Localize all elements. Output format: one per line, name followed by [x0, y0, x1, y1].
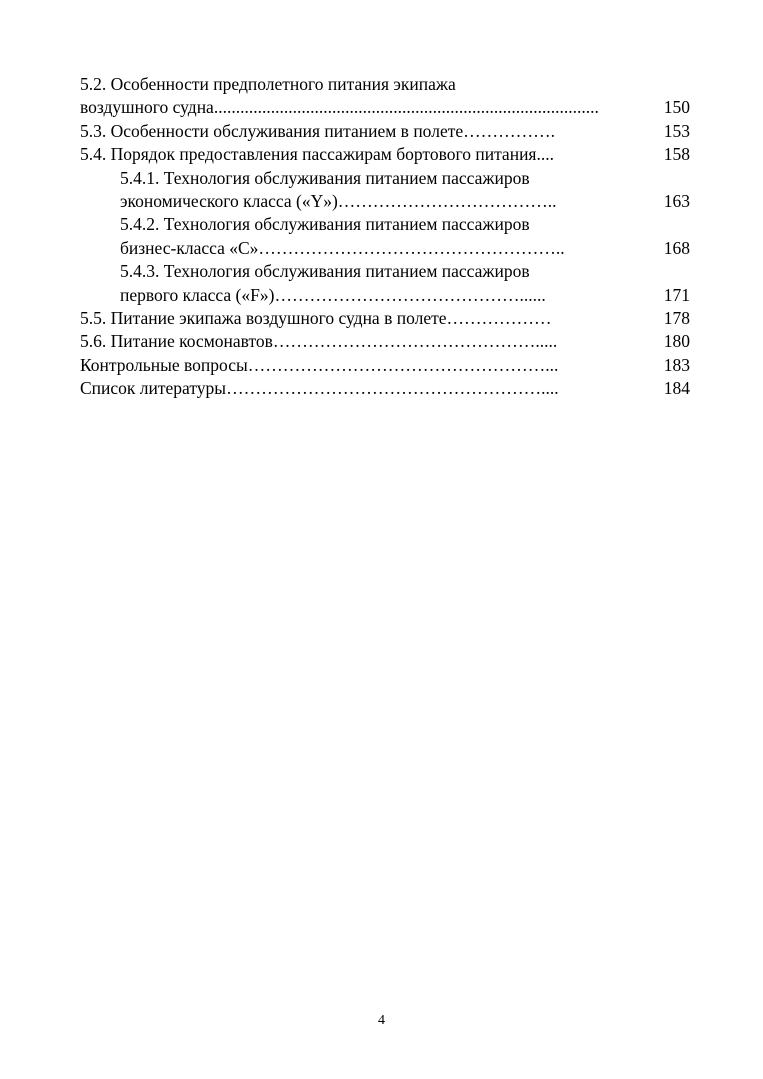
toc-entry-5-2[interactable]: [80, 73, 690, 120]
toc-page-number: 163: [663, 191, 690, 212]
toc-page-number: 153: [663, 120, 690, 141]
toc-page-number: 180: [663, 331, 690, 352]
toc-entry-title: 5.3. Особенности обслуживания питанием в полете: [80, 120, 464, 141]
toc-entry-title: 5.4.2. Технология обслуживания питанием пассажиров: [120, 214, 530, 235]
toc-entry-title-continued: первого класса («F»): [120, 284, 275, 305]
toc-entry-title: Список литературы: [80, 378, 227, 399]
toc-entry-5-5[interactable]: [80, 307, 690, 330]
toc-entry-title-continued: экономического класса («Y»): [120, 191, 338, 212]
toc-page-number: 184: [663, 378, 690, 399]
toc-dot-leader: ……………………………………………...: [247, 354, 559, 375]
toc-page-number: 168: [663, 237, 690, 258]
toc-entry-title: 5.6. Питание космонавтов: [80, 331, 273, 352]
toc-entry-title: 5.4.1. Технология обслуживания питанием пассажиров: [120, 167, 530, 188]
toc-dot-leader: ………………………………………………....: [226, 378, 559, 399]
toc-entry-title: 5.4.3. Технология обслуживания питанием пассажиров: [120, 261, 530, 282]
footer-page-number: 4: [378, 1013, 385, 1028]
toc-entry-5-4-2[interactable]: [80, 213, 690, 260]
toc-entry-5-4-1[interactable]: [80, 167, 690, 214]
toc-entry-5-4[interactable]: [80, 143, 690, 166]
toc-dot-leader: ........................................................................................: [213, 97, 599, 118]
toc-entry-title: 5.4. Порядок предоставления пассажирам бортового питания: [80, 144, 537, 165]
toc-entry-5-4-3[interactable]: [80, 260, 690, 307]
toc-entry-title: 5.2. Особенности предполетного питания экипажа: [80, 74, 456, 94]
toc-dot-leader: ....: [536, 144, 554, 165]
toc-dot-leader: ……………………………………………..: [258, 237, 565, 258]
table-of-contents: [80, 73, 690, 401]
toc-dot-leader: ……………………………………….....: [272, 331, 558, 352]
toc-dot-leader: …………….: [463, 120, 555, 141]
toc-page-number: 178: [663, 308, 690, 329]
toc-page-number: 150: [663, 97, 690, 118]
toc-page-number: 158: [663, 144, 690, 165]
toc-entry-title: 5.5. Питание экипажа воздушного судна в полете: [80, 308, 447, 329]
toc-page-number: 171: [663, 284, 690, 305]
toc-dot-leader: ………………………………..: [337, 191, 557, 212]
toc-entry-5-6[interactable]: [80, 330, 690, 353]
toc-dot-leader: ………………: [446, 308, 552, 329]
toc-entry-title-continued: бизнес-класса «С»: [120, 237, 259, 258]
toc-entry-bibliography[interactable]: [80, 377, 690, 400]
toc-entry-review-questions[interactable]: [80, 354, 690, 377]
toc-entry-5-3[interactable]: [80, 120, 690, 143]
toc-entry-title: Контрольные вопросы: [80, 354, 248, 375]
toc-page-number: 183: [663, 354, 690, 375]
toc-dot-leader: ……………………………………......: [274, 284, 546, 305]
toc-entry-title-continued: воздушного судна: [80, 97, 214, 118]
